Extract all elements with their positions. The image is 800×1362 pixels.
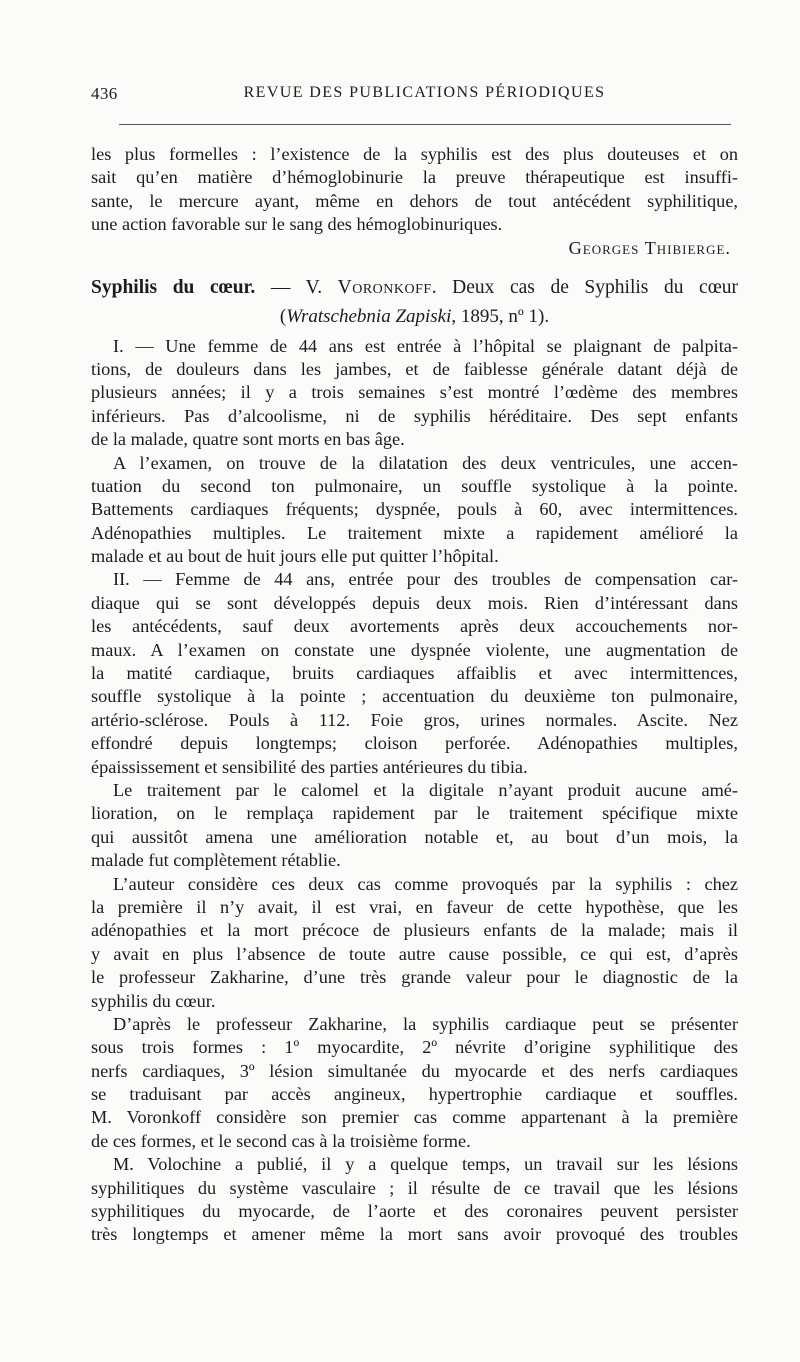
- text-line: Le traitement par le calomel et la digitale n’ayant produit aucune amé-: [113, 779, 738, 800]
- paragraph: [91, 452, 738, 569]
- text-line: nerfs cardiaques, 3º lésion simultanée du myocarde et des nerfs cardiaques: [91, 1060, 738, 1081]
- text-line: lioration, on le remplaça rapidement par le traitement spécifique mixte: [91, 803, 738, 824]
- text-line: se traduisant par accès angineux, hypertrophie cardiaque et souffles.: [91, 1084, 738, 1105]
- running-header: [91, 84, 738, 110]
- text-line: II. — Femme de 44 ans, entrée pour des troubles de compensation car-: [113, 569, 738, 590]
- text-line: adénopathies et la mort précoce de plusieurs enfants de la malade; mais il: [91, 920, 738, 941]
- running-head-title: REVUE DES PUBLICATIONS PÉRIODIQUES: [243, 84, 606, 101]
- paragraph: [91, 779, 738, 873]
- text-line: épaississement et sensibilité des parties antérieures du tibia.: [91, 756, 528, 777]
- article-author: Voronkoff: [337, 276, 432, 298]
- signature: Georges Thibierge.: [568, 237, 731, 258]
- text-line: syphilitiques du myocarde, de l’aorte et des coronaires peuvent persister: [91, 1201, 738, 1222]
- article-title: [91, 276, 738, 305]
- text-line: inférieurs. Pas d’alcoolisme, ni de syphilis héréditaire. Des sept enfants: [91, 405, 738, 426]
- body-text: [91, 143, 738, 1247]
- text-line: artério-sclérose. Pouls à 112. Foie gros, urines normales. Ascite. Nez: [91, 709, 738, 730]
- text-line: syphilis du cœur.: [91, 990, 216, 1011]
- text-line: malade fut complètement rétablie.: [91, 850, 341, 871]
- text-line: les plus formelles : l’existence de la syphilis est des plus douteuses et on: [91, 144, 738, 164]
- text-line: sait qu’en matière d’hémoglobinurie la preuve thérapeutique est insuffi-: [91, 167, 738, 188]
- text-line: y avait en plus l’absence de toute autre cause possible, ce qui est, d’après: [91, 943, 738, 964]
- header-rule: [119, 124, 731, 125]
- text-line: de ces formes, et le second cas à la troisième forme.: [91, 1130, 471, 1151]
- citation-rest: , 1895, nº 1).: [451, 305, 550, 327]
- paragraph: [91, 568, 738, 779]
- intro-paragraph: [91, 143, 738, 237]
- page-number: 436: [91, 84, 118, 103]
- article-body: [91, 335, 738, 1247]
- text-line: souffle systolique à la pointe ; accentuation du deuxième ton pulmonaire,: [91, 686, 738, 707]
- text-line: diaque qui se sont développés depuis deux mois. Rien d’intéressant dans: [91, 592, 738, 613]
- paragraph: [91, 335, 738, 452]
- text-line: syphilitiques du système vasculaire ; il résulte de ce travail que les lésions: [91, 1177, 738, 1198]
- citation-open: (: [279, 305, 287, 327]
- text-line: sous trois formes : 1º myocardite, 2º névrite d’origine syphilitique des: [91, 1037, 738, 1058]
- text-line: A l’examen, on trouve de la dilatation des deux ventricules, une accen-: [113, 452, 738, 473]
- text-line: Battements cardiaques fréquents; dyspnée, pouls à 60, avec intermittences.: [91, 499, 738, 520]
- text-line: qui aussitôt amena une amélioration notable et, au bout d’un mois, la: [91, 826, 738, 847]
- text-line: le professeur Zakharine, d’une très grande valeur pour le diagnostic de la: [91, 967, 738, 988]
- citation-journal: Wratschebnia Zapiski: [286, 305, 452, 327]
- article-citation: [91, 305, 738, 335]
- text-line: la matité cardiaque, bruits cardiaques affaiblis et avec intermittences,: [91, 663, 738, 684]
- text-line: M. Voronkoff considère son premier cas comme appartenant à la première: [91, 1107, 738, 1128]
- text-line: effondré depuis longtemps; cloison perforée. Adénopathies multiples,: [91, 733, 738, 754]
- text-line: la première il n’y avait, il est vrai, en faveur de cette hypothèse, que les: [91, 896, 738, 917]
- text-line: Adénopathies multiples. Le traitement mixte a rapidement amélioré la: [91, 522, 738, 543]
- text-line: tuation du second ton pulmonaire, un souffle systolique à la pointe.: [91, 475, 738, 496]
- article-title-sep: — V.: [255, 276, 338, 298]
- text-line: une action favorable sur le sang des hémoglobinuriques.: [91, 214, 503, 235]
- text-line: de la malade, quatre sont morts en bas âge.: [91, 429, 405, 450]
- text-line: L’auteur considère ces deux cas comme provoqués par la syphilis : chez: [113, 873, 738, 894]
- text-line: malade et au bout de huit jours elle put quitter l’hôpital.: [91, 546, 499, 567]
- text-line: très longtemps et amener même la mort sans avoir provoqué des troubles: [91, 1224, 738, 1245]
- text-line: tions, de douleurs dans les jambes, et de faiblesse générale datant déjà de: [91, 358, 738, 379]
- text-line: M. Volochine a publié, il y a quelque temps, un travail sur les lésions: [113, 1154, 738, 1175]
- article-title-topic: Syphilis du cœur.: [91, 276, 256, 298]
- text-line: maux. A l’examen on constate une dyspnée violente, une augmentation de: [91, 639, 738, 660]
- text-line: D’après le professeur Zakharine, la syphilis cardiaque peut se présenter: [113, 1013, 738, 1034]
- text-line: les antécédents, sauf deux avortements après deux accouchements nor-: [91, 616, 738, 637]
- article-title-rest: . Deux cas de Syphilis du cœur: [431, 276, 739, 298]
- paragraph: [91, 873, 738, 1013]
- text-line: sante, le mercure ayant, même en dehors de tout antécédent syphilitique,: [91, 190, 738, 211]
- text-line: I. — Une femme de 44 ans est entrée à l’hôpital se plaignant de palpita-: [113, 335, 738, 356]
- paragraph: [91, 1153, 738, 1247]
- paragraph: [91, 1013, 738, 1153]
- text-line: plusieurs années; il y a trois semaines s’est montré l’œdème des membres: [91, 382, 738, 403]
